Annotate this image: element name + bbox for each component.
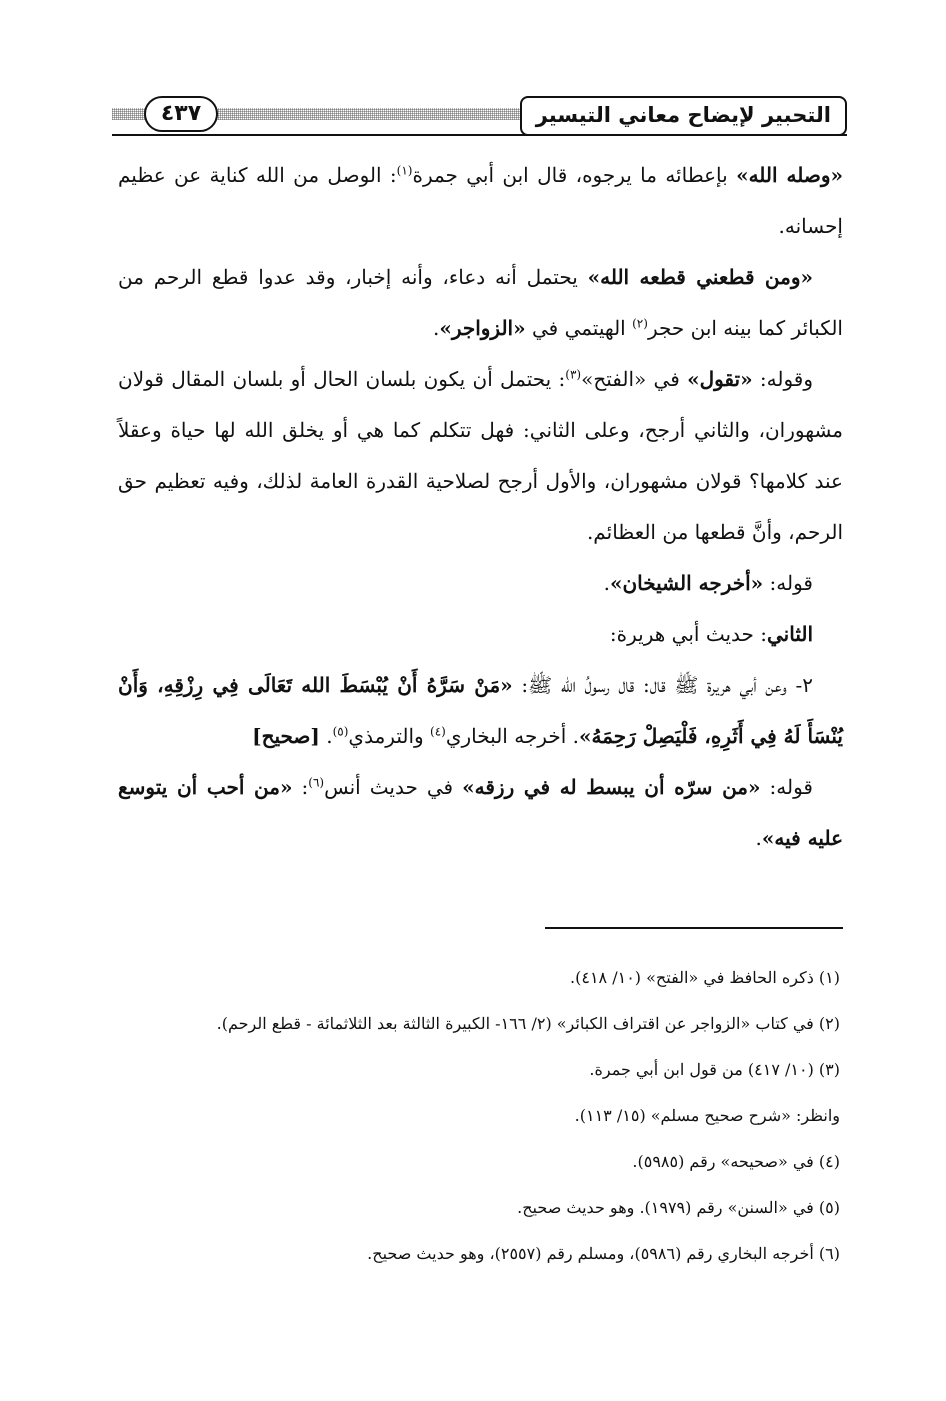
text: :	[292, 775, 309, 799]
footnote-ref: (٥)	[332, 724, 349, 739]
footnote-ref: (٤)	[430, 724, 446, 739]
text: ٢- وعن أبي هريرة ﷺ قال: قال رسولُ الله ﷺ:	[512, 673, 813, 697]
footnote-3-continued: وانظر: «شرح صحيح مسلم» (١٥/ ١١٣).	[574, 1106, 840, 1125]
text: : حديث أبي هريرة:	[609, 622, 767, 646]
footnote-6: (٦) أخرجه البخاري رقم (٥٩٨٦)، ومسلم رقم (٢٥٥٧)، وهو حديث صحيح.	[367, 1244, 840, 1263]
text: قوله:	[760, 775, 813, 799]
quote: «ومن قطعني قطعه الله»	[587, 265, 813, 289]
book-name: «الزواجر»	[439, 316, 526, 340]
quote: «من سرّه أن يبسط له في رزقه»	[462, 775, 761, 799]
footnote-ref: (٦)	[308, 775, 325, 790]
text: .	[603, 571, 610, 595]
text: : يحتمل أن يكون بلسان الحال أو بلسان المقال قولان مشهوران، والثاني أرجح، وعلى الثاني: فهل تتكلم كما هي أو يخلق الله لها حياة وعقلاً عند كلامها؟ قولان مشهوران، والأول أرجح لصلاحية القدرة العامة لذلك، وفيه تعظيم حق الرحم، وأنَّ قطعها من العظائم.	[118, 367, 843, 544]
footnote-ref: (٣)	[565, 367, 582, 382]
text: . أخرجه البخاري	[445, 724, 579, 748]
quote: «وصله الله»	[736, 163, 843, 187]
hadith-text: «مَنْ سَرَّهُ أَنْ يُبْسَطَ الله تَعَالَى فِي رِزْقِهِ، وَأَنْ يُنْسَأَ لَهُ فِي أَثَرِهِ، فَلْيَصِلْ رَحِمَهُ»	[118, 673, 843, 748]
running-header	[112, 94, 847, 142]
footnote-3: (٣) (١٠/ ٤١٧) من قول ابن أبي جمرة.	[589, 1060, 840, 1079]
paragraph-1	[118, 150, 843, 252]
footnote-ref: (١)	[396, 163, 413, 178]
text: والترمذي	[348, 724, 431, 748]
text: .	[432, 316, 440, 340]
paragraph-2	[118, 252, 843, 354]
quote: «أخرجه الشيخان»	[609, 571, 764, 595]
text: يحتمل أنه دعاء، وأنه إخبار، وقد عدوا قطع الرحم من الكبائر كما بينه ابن حجر	[118, 265, 843, 340]
text: : الوصل من الله كناية عن عظيم إحسانه.	[118, 163, 843, 238]
page-number: ٤٣٧	[144, 96, 218, 132]
text: في حديث أنس	[324, 775, 463, 799]
quote: «تقول»	[687, 367, 753, 391]
text: .	[319, 724, 333, 748]
book-title: التحبير لإيضاح معاني التيسير	[520, 96, 847, 136]
quote: «من أحب أن يتوسع عليه فيه»	[118, 775, 843, 850]
text: الهيتمي في	[525, 316, 633, 340]
paragraph-7	[118, 762, 843, 864]
text: قوله:	[763, 571, 813, 595]
paragraph-5	[118, 609, 843, 660]
main-text	[118, 150, 843, 864]
text: .	[755, 826, 762, 850]
footnote-ref: (٢)	[632, 316, 648, 331]
text: في «الفتح»	[581, 367, 688, 391]
footnote-5: (٥) في «السنن» رقم (١٩٧٩). وهو حديث صحيح.	[517, 1198, 840, 1217]
footnotes	[118, 955, 840, 1277]
section-label: الثاني	[766, 622, 813, 646]
paragraph-4	[118, 558, 843, 609]
footnote-1: (١) ذكره الحافظ في «الفتح» (١٠/ ٤١٨).	[570, 968, 840, 987]
grading-label: [صحيح]	[252, 724, 320, 748]
paragraph-3	[118, 354, 843, 558]
paragraph-6-hadith	[118, 660, 843, 762]
footnote-4: (٤) في «صحيحه» رقم (٥٩٨٥).	[632, 1152, 840, 1171]
footnote-2: (٢) في كتاب «الزواجر عن اقتراف الكبائر» (٢/ ١٦٦- الكبيرة الثالثة بعد الثلاثمائة - قطع الرحم).	[216, 1014, 840, 1033]
text: وقوله:	[752, 367, 813, 391]
footnote-separator	[545, 927, 843, 929]
text: بإعطائه ما يرجوه، قال ابن أبي جمرة	[412, 163, 737, 187]
